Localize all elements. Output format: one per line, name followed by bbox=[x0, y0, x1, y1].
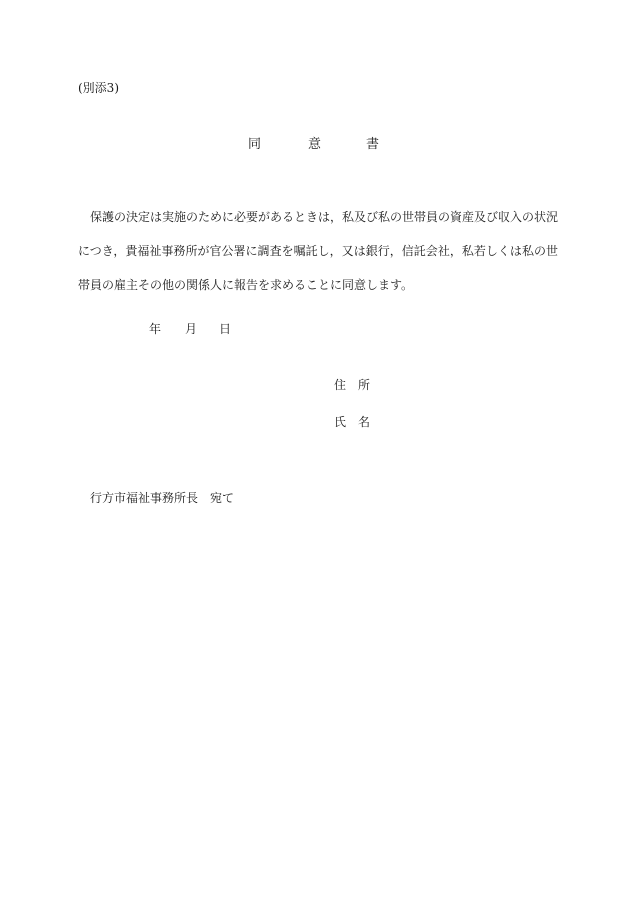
addressee-line: 行方市福祉事務所長 宛て bbox=[90, 491, 235, 505]
title-char-2: 意 bbox=[308, 137, 322, 152]
consent-body-text: 保護の決定は実施のために必要があるときは，私及び私の世帯員の資産及び収入の状況につき，貴福祉事務所が官公署に調査を嘱託し，又は銀行，信託会社，私若しくは私の世帯員の雇主その他の関係人に報告を求めることに同意します。 bbox=[78, 210, 559, 292]
title-char-1: 同 bbox=[248, 137, 262, 152]
date-day-label: 日 bbox=[219, 322, 232, 336]
document-title bbox=[240, 136, 390, 154]
address-label: 住所 bbox=[334, 378, 383, 392]
date-year-label: 年 bbox=[149, 322, 162, 336]
date-month-label: 月 bbox=[185, 322, 198, 336]
date-line bbox=[147, 321, 267, 337]
name-label: 氏名 bbox=[334, 415, 383, 429]
attachment-label: (別添3) bbox=[78, 81, 119, 95]
title-char-3: 書 bbox=[366, 137, 380, 152]
